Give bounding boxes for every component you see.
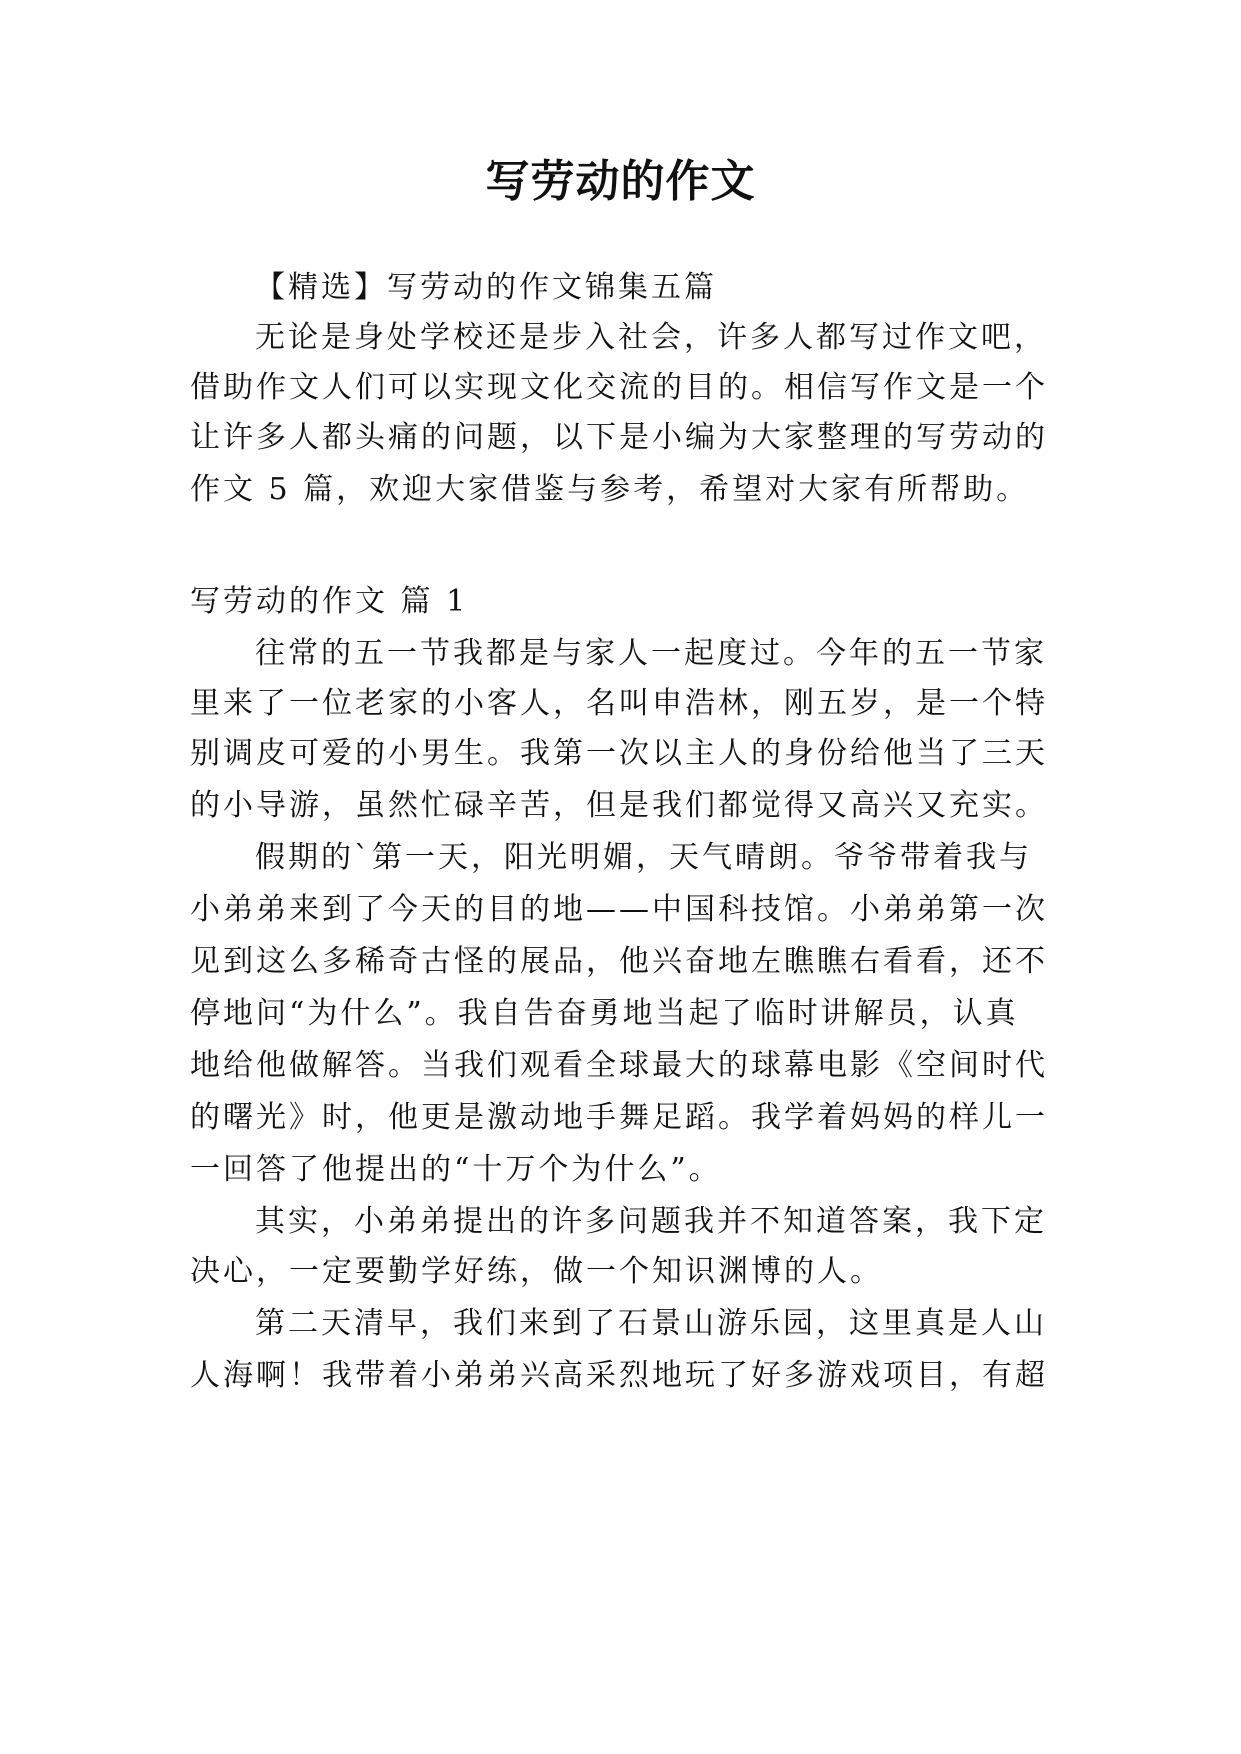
intro-line: 借助作文人们可以实现文化交流的目的。相信写作文是一个 xyxy=(190,370,1048,405)
body-line: 里来了一位老家的小客人，名叫申浩林，刚五岁，是一个特 xyxy=(190,686,1048,721)
subtitle-line: 【精选】写劳动的作文锦集五篇 xyxy=(255,270,717,305)
body-line: 小弟弟来到了今天的目的地——中国科技馆。小弟弟第一次 xyxy=(190,892,1048,927)
intro-line: 无论是身处学校还是步入社会，许多人都写过作文吧， xyxy=(255,320,1047,355)
body-line: 的曙光》时，他更是激动地手舞足蹈。我学着妈妈的样儿一 xyxy=(190,1100,1048,1135)
body-line: 其实，小弟弟提出的许多问题我并不知道答案，我下定 xyxy=(255,1204,1047,1239)
body-line: 见到这么多稀奇古怪的展品，他兴奋地左瞧瞧右看看，还不 xyxy=(190,944,1048,979)
body-line: 的小导游，虽然忙碌辛苦，但是我们都觉得又高兴又充实。 xyxy=(190,788,1048,823)
body-line: 第二天清早，我们来到了石景山游乐园，这里真是人山 xyxy=(255,1306,1047,1341)
intro-line: 让许多人都头痛的问题，以下是小编为大家整理的写劳动的 xyxy=(190,420,1048,455)
body-line: 地给他做解答。当我们观看全球最大的球幕电影《空间时代 xyxy=(190,1048,1048,1083)
body-line: 人海啊！我带着小弟弟兴高采烈地玩了好多游戏项目，有超 xyxy=(190,1358,1048,1393)
section-heading: 写劳动的作文 篇 1 xyxy=(190,584,469,619)
document-title: 写劳动的作文 xyxy=(485,156,756,207)
body-line: 别调皮可爱的小男生。我第一次以主人的身份给他当了三天 xyxy=(190,736,1048,771)
body-line: 决心，一定要勤学好练，做一个知识渊博的人。 xyxy=(190,1254,883,1289)
body-line: 一回答了他提出的“十万个为什么”。 xyxy=(190,1152,722,1187)
body-line: 假期的`第一天，阳光明媚，天气晴朗。爷爷带着我与 xyxy=(255,840,1032,875)
body-line: 往常的五一节我都是与家人一起度过。今年的五一节家 xyxy=(255,636,1047,671)
intro-line: 作文 5 篇，欢迎大家借鉴与参考，希望对大家有所帮助。 xyxy=(190,472,1030,507)
body-line: 停地问“为什么”。我自告奋勇地当起了临时讲解员，认真 xyxy=(190,996,1019,1031)
